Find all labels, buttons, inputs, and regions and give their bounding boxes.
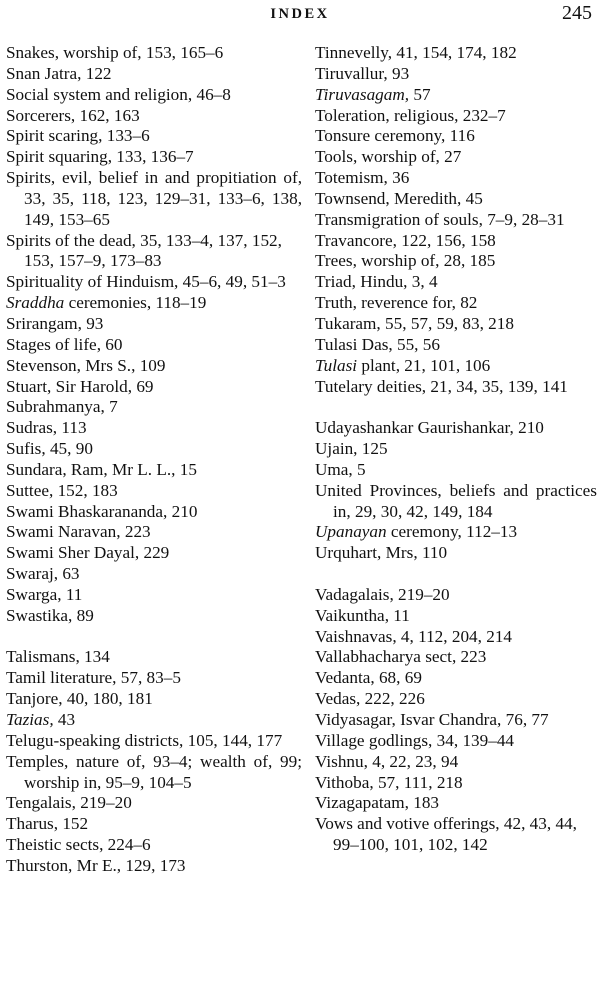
index-entry [315,481,597,523]
index-entry-heading: Swarga, [6,584,62,604]
index-entry-heading: Townsend, Meredith, [315,188,462,208]
index-entry-references: 68, 69 [374,668,422,688]
index-entry-heading: Vadagalais, [315,584,394,604]
index-entry [315,647,597,668]
index-entry-heading: Vedas, [315,689,361,709]
index-entry-references: 122 [81,63,112,83]
index-entry-heading: Temples, nature of, [6,751,146,771]
index-entry-heading: Theistic sects, [6,835,104,855]
index-entry-heading: Tengalais, [6,793,76,813]
index-entry-references: 222, 226 [360,689,425,709]
index-entry-heading: Upanayan [315,522,387,542]
index-entry-heading: Sundara, Ram, Mr L. L., [6,459,176,479]
index-entry [315,189,597,210]
index-entry [6,85,302,106]
index-entry-references: ceremony, 112–13 [386,522,518,542]
index-entry-heading: Vallabhacharya sect, [315,647,457,667]
index-entry [6,377,302,398]
index-entry [6,856,302,877]
index-entry-references: 11 [389,605,410,625]
page-header [0,0,600,34]
index-entry [315,272,597,293]
index-entry-references: 36 [387,168,410,188]
letter-section-gap [315,564,597,585]
index-entry-heading: Snakes, worship of, [6,43,142,62]
index-entry-references: 34, 139–44 [432,730,514,750]
index-entry-references: 93–4; wealth of, 99; worship in, 95–9, 104–5 [24,751,302,792]
index-entry-heading: Ujain, [315,439,358,459]
running-head-title: INDEX [270,6,330,22]
index-entry-references: 21, 34, 35, 139, 141 [426,376,568,396]
index-entry-heading: Truth, reverence for, [315,293,456,313]
index-entry-heading: Snan Jatra, [6,63,82,83]
index-entry-heading: Sudras, [6,418,58,438]
index-entry-heading: Swastika, [6,605,73,625]
index-entry-heading: Spirits, evil, belief in and propitiation of, [6,168,302,188]
index-entry-references: 152, 183 [53,480,118,500]
index-entry [6,147,302,168]
index-entry-references: 125 [357,439,388,459]
index-entry [6,439,302,460]
index-entry [6,689,302,710]
index-entry-heading: Vedanta, [315,668,375,688]
index-entry-references: 60 [101,334,123,354]
index-entry-heading: Srirangam, [6,313,82,333]
index-entry [6,293,302,314]
index-entry-references: 223 [120,522,151,542]
index-entry-heading: Uma, [315,459,353,479]
index-entry [6,106,302,127]
index-entry-heading: Totemism, [315,168,388,188]
index-entry-heading: Udayashankar Gaurishankar, [315,418,514,438]
index-entry [315,251,597,272]
index-entry-references: 129, 173 [121,855,186,875]
index-column-right [315,43,597,856]
index-entry [315,106,597,127]
index-entry [6,502,302,523]
index-entry-references: 46–8 [192,84,231,104]
index-entry-references: 183 [408,793,440,813]
index-entry [6,668,302,689]
index-entry [6,814,302,835]
index-entry-heading: Vidyasagar, Isvar Chandra, [315,710,502,729]
index-entry-heading: Spirits of the dead, [6,230,136,250]
index-entry-heading: Tazias, [6,710,54,729]
index-entry-references: 210 [513,418,544,438]
index-entry [6,585,302,606]
index-entry [315,293,597,314]
index-entry-references: ceremonies, 118–19 [64,293,207,313]
index-entry [6,356,302,377]
index-entry [315,689,597,710]
index-entry-references: 40, 180, 181 [62,689,153,709]
index-entry-heading: Travancore, [315,230,397,250]
index-entry [315,377,597,398]
index-entry [315,773,597,794]
index-entry-heading: Swami Sher Dayal, [6,543,140,563]
index-entry-references: 109 [135,355,166,375]
index-entry-references: 42, 43, 44, 99–100, 101, 102, 142 [333,814,577,855]
index-entry-heading: Telugu-speaking districts, [6,730,184,750]
index-entry [315,752,597,773]
index-entry-heading: Spirit squaring, [6,147,112,167]
index-entry [315,731,597,752]
letter-section-gap [6,627,302,648]
index-entry [6,606,302,627]
page-number: 245 [562,2,592,24]
index-entry [315,43,597,64]
index-entry-references: 45–6, 49, 51–3 [178,272,286,292]
index-entry-heading: Talismans, [6,647,80,667]
index-entry-references: 57, 83–5 [116,668,181,688]
index-entry-heading: Spirit scaring, [6,126,103,146]
index-entry-references: 219–20 [75,793,132,813]
index-entry [315,585,597,606]
index-entry-references: 28, 185 [439,251,496,271]
index-entry-references: 15 [175,459,197,479]
index-entry-references: 153, 165–6 [141,43,224,62]
index-entry [6,64,302,85]
index-entry-references: 57 [409,84,431,104]
index-entry-heading: Tulasi Das, [315,334,393,354]
index-entry [315,168,597,189]
index-entry-heading: Tutelary deities, [315,376,427,396]
index-entry-heading: Trees, worship of, [315,251,440,271]
index-entry-references: 45, 90 [45,439,93,459]
index-entry-references: 63 [58,564,80,584]
index-entry [6,835,302,856]
index-entry-references: 55, 57, 59, 83, 218 [380,313,514,333]
index-entry-references: 116 [445,126,475,146]
letter-section-gap [315,397,597,418]
index-entry-references: 224–6 [103,835,151,855]
index-entry [6,272,302,293]
index-entry [6,397,302,418]
index-entry [315,210,597,231]
index-entry [6,710,302,731]
index-entry-references: 229 [139,543,170,563]
index-entry-references: 7 [104,397,118,417]
index-entry-references: 45 [461,188,483,208]
index-entry [315,814,597,856]
index-entry [6,731,302,752]
index-entry-heading: Vithoba, [315,772,374,792]
index-entry-references: 27 [439,147,462,167]
index-entry-references: 11 [61,584,83,604]
index-entry-references: 152 [58,814,89,834]
index-entry-heading: Tiruvallur, [315,63,388,83]
index-entry [6,522,302,543]
index-entry-references: 43 [53,710,76,729]
index-entry [6,126,302,147]
index-entry [6,418,302,439]
index-entry-heading: Triad, Hindu, [315,272,408,292]
index-entry-references: 93 [387,63,410,83]
index-entry [6,335,302,356]
index-entry-references: 55, 56 [392,334,440,354]
index-entry [6,793,302,814]
index-entry-references: 105, 144, 177 [183,730,283,750]
index-entry [6,481,302,502]
index-entry-heading: Transmigration of souls, [315,209,483,229]
index-entry-heading: Vaishnavas, [315,626,397,646]
index-entry [315,627,597,648]
index-entry-heading: Stuart, Sir Harold, [6,376,133,396]
index-entry-heading: Tiruvasagam, [315,84,410,104]
index-entry-references: 4, 112, 204, 214 [396,626,513,646]
index-entry-heading: Tulasi [315,355,358,375]
index-entry [315,64,597,85]
index-entry-heading: Urquhart, Mrs, [315,543,418,563]
index-entry-references: 89 [72,605,94,625]
index-entry-references: 133–6 [102,126,150,146]
index-entry [6,647,302,668]
index-entry-references: 82 [455,293,478,313]
index-entry [315,543,597,564]
index-entry-heading: Vizagapatam, [315,793,409,813]
index-entry-references: 3, 4 [407,272,438,292]
index-entry-heading: Swami Bhaskarananda, [6,501,168,521]
index-entry-references: 41, 154, 174, 182 [392,43,517,62]
index-entry-references: 113 [57,418,87,438]
index-entry-references: 35, 133–4, 137, 152, 153, 157–9, 173–83 [24,230,282,271]
index-entry [6,231,302,273]
index-entry [315,126,597,147]
index-entry-heading: Vaikuntha, [315,605,389,625]
index-entry-heading: Tharus, [6,814,59,834]
index-entry-references: 162, 163 [75,105,140,125]
index-entry [315,85,597,106]
index-entry [6,543,302,564]
index-entry-heading: Swaraj, [6,564,59,584]
index-entry [315,793,597,814]
index-entry-heading: Village godlings, [315,730,433,750]
index-entry [6,564,302,585]
index-entry [315,231,597,252]
index-entry-references: 134 [79,647,110,667]
index-entry [315,710,597,731]
index-entry-heading: United Provinces, beliefs and practices in, [315,480,597,521]
index-entry-heading: Thurston, Mr E., [6,855,122,875]
index-entry-heading: Social system and religion, [6,84,193,104]
index-entry-heading: Tinnevelly, [315,43,393,62]
index-entry-references: 110 [417,543,448,563]
index-entry [315,418,597,439]
index-entry-heading: Suttee, [6,480,54,500]
index-entry [315,439,597,460]
index-entry-heading: Stevenson, Mrs S., [6,355,136,375]
index-entry-heading: Sufis, [6,439,46,459]
index-entry [315,668,597,689]
index-entry-references: 133, 136–7 [112,147,194,167]
index-entry-references: 232–7 [458,105,506,125]
index-entry [6,752,302,794]
index-entry-references: 57, 111, 218 [373,772,463,792]
index-entry [315,314,597,335]
index-entry-references: plant, 21, 101, 106 [357,355,491,375]
index-entry-references: 93 [81,313,104,333]
index-entry-heading: Spirituality of Hinduism, [6,272,179,292]
index-entry-heading: Sorcerers, [6,105,76,125]
index-entry-references: 223 [456,647,487,667]
index-entry [6,314,302,335]
index-entry-references: 5 [352,459,366,479]
index-entry [315,335,597,356]
index-entry-heading: Subrahmanya, [6,397,105,417]
index-entry-heading: Toleration, religious, [315,105,459,125]
index-entry-references: 76, 77 [501,710,549,729]
index-entry-heading: Tonsure ceremony, [315,126,446,146]
index-entry-heading: Swami Naravan, [6,522,121,542]
index-entry-references: 4, 22, 23, 94 [367,751,459,771]
index-entry-heading: Tamil literature, [6,668,117,688]
index-entry [6,168,302,231]
index-entry [315,522,597,543]
index-entry [315,460,597,481]
index-entry-heading: Tukaram, [315,313,381,333]
index-entry-heading: Vows and votive offerings, [315,814,500,834]
index-entry-references: 69 [132,376,154,396]
index-entry-heading: Vishnu, [315,751,368,771]
index-entry-references: 122, 156, 158 [396,230,496,250]
index-entry-heading: Tanjore, [6,689,63,709]
index-entry-heading: Tools, worship of, [315,147,440,167]
index-entry-heading: Sraddha [6,293,65,313]
index-entry [315,356,597,377]
index-column-left [6,43,302,877]
index-entry-heading: Stages of life, [6,334,101,354]
index-entry [6,460,302,481]
index-entry-references: 33, 35, 118, 123, 129–31, 133–6, 138, 149, 153–65 [24,188,302,229]
index-entry [315,147,597,168]
index-entry [315,606,597,627]
index-entry [6,43,302,64]
index-entry-references: 210 [167,501,198,521]
index-entry-references: 7–9, 28–31 [482,209,565,229]
index-entry-references: 219–20 [393,584,450,604]
index-entry-references: 29, 30, 42, 149, 184 [350,501,493,521]
